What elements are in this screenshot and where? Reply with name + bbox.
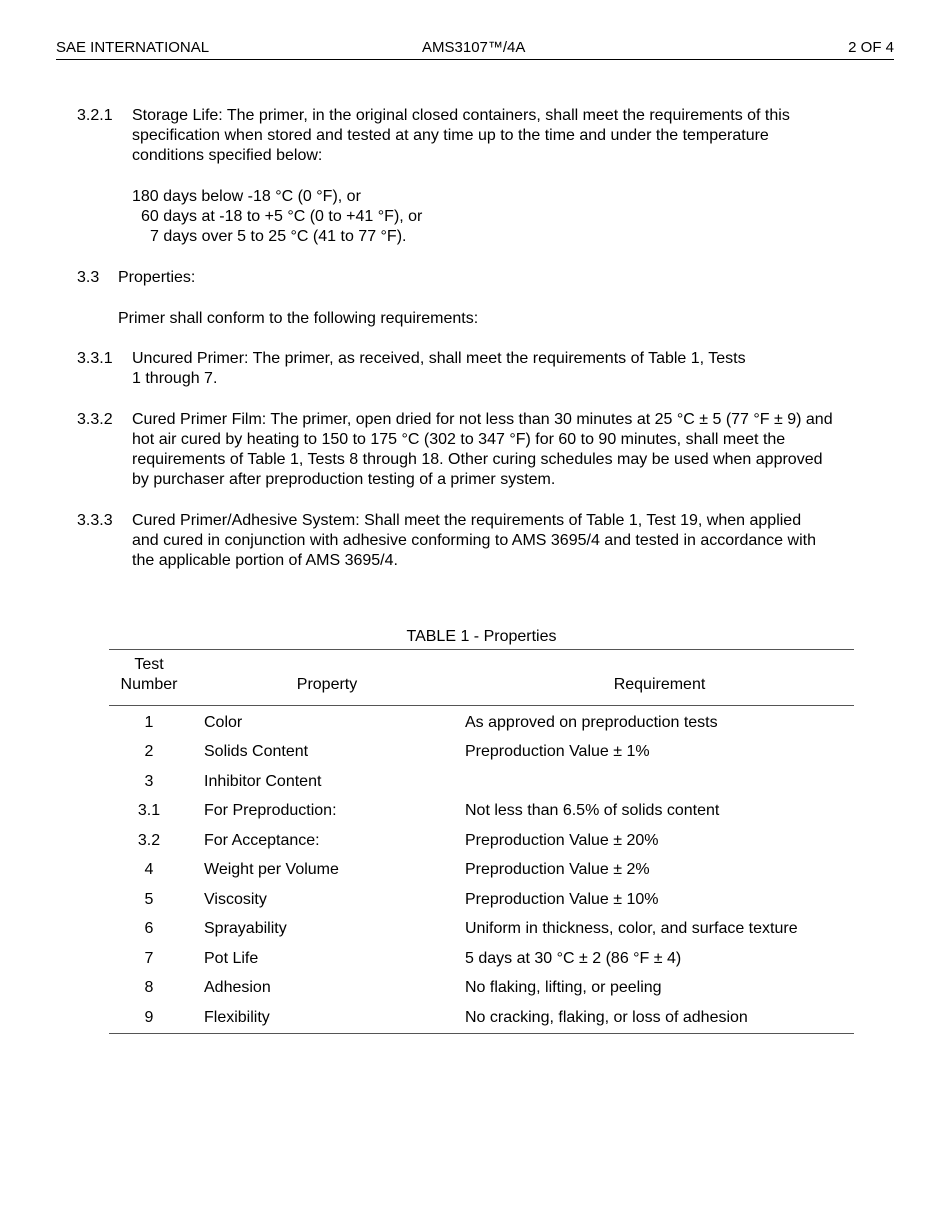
property-cell: Solids Content — [204, 743, 309, 761]
header-test-number: Test Number — [109, 650, 189, 706]
requirement-cell: No flaking, lifting, or peeling — [465, 979, 662, 997]
text-line: Uncured Primer: The primer, as received, shall meet the requirements of Table 1, Tests — [132, 350, 746, 367]
table-row — [109, 856, 854, 886]
requirement-cell: 5 days at 30 °C ± 2 (86 °F ± 4) — [465, 949, 682, 967]
text-line: and cured in conjunction with adhesive conforming to AMS 3695/4 and tested in accordance with — [132, 532, 816, 549]
page-header — [56, 38, 894, 60]
table-row — [109, 797, 854, 827]
table-row — [109, 826, 854, 856]
section-number: 3.3.3 — [77, 512, 113, 529]
test-number-cell: 5 — [144, 890, 154, 908]
test-number-cell: 7 — [144, 949, 154, 967]
property-cell: Sprayability — [204, 920, 287, 938]
test-number-cell: 4 — [144, 861, 154, 879]
test-number-cell: 3 — [144, 772, 154, 790]
requirement-cell — [465, 767, 854, 797]
requirement-cell: No cracking, flaking, or loss of adhesion — [465, 1003, 854, 1033]
table-header-row — [109, 650, 854, 706]
text-line: Storage Life: The primer, in the original closed containers, shall meet the requirements of this — [132, 107, 790, 124]
table-title: TABLE 1 - Properties — [406, 628, 557, 645]
test-number-cell: 3.1 — [137, 802, 161, 820]
requirement-cell: Preproduction Value ± 1% — [465, 743, 650, 761]
table-row — [109, 1003, 854, 1033]
header-requirement: Requirement — [465, 650, 854, 706]
section-text — [132, 106, 877, 166]
text-line: specification when stored and tested at any time up to the time and under the temperature — [132, 127, 769, 144]
text-line: 1 through 7. — [132, 370, 218, 387]
requirement-cell: Not less than 6.5% of solids content — [465, 802, 720, 820]
property-cell: Inhibitor Content — [204, 772, 322, 790]
header-organization: SAE INTERNATIONAL — [56, 39, 210, 56]
table-row — [109, 738, 854, 768]
text-line: hot air cured by heating to 150 to 175 °C (302 to 347 °F) for 60 to 90 minutes, shall meet the — [132, 431, 786, 448]
text-line: Cured Primer/Adhesive System: Shall meet the requirements of Table 1, Test 19, when applied — [132, 512, 802, 529]
header-property: Property — [189, 650, 465, 706]
property-cell: Color — [204, 713, 243, 731]
requirement-cell: As approved on preproduction tests — [465, 713, 718, 731]
test-number-cell: 2 — [144, 743, 154, 761]
condition-line: 60 days at -18 to +5 °C (0 to +41 °F), or — [141, 208, 423, 225]
section-number: 3.3.1 — [77, 350, 113, 367]
requirement-cell: Preproduction Value ± 20% — [465, 831, 659, 849]
table-row — [109, 944, 854, 974]
test-number-cell: 6 — [144, 920, 154, 938]
condition-line: 180 days below -18 °C (0 °F), or — [132, 188, 361, 205]
condition-line: 7 days over 5 to 25 °C (41 to 77 °F). — [150, 228, 407, 245]
section-title: Properties: — [118, 269, 196, 286]
test-number-cell: 9 — [109, 1003, 189, 1033]
text-line: Cured Primer Film: The primer, open dried for not less than 30 minutes at 25 °C ± 5 (77 °F ± 9) and — [132, 411, 833, 428]
property-cell: Adhesion — [204, 979, 271, 997]
property-cell: For Acceptance: — [204, 831, 320, 849]
property-cell: Weight per Volume — [204, 861, 339, 879]
text-line: requirements of Table 1, Tests 8 through 18. Other curing schedules may be used when approved — [132, 451, 823, 468]
section-number: 3.2.1 — [77, 107, 113, 124]
header-page-number: 2 OF 4 — [848, 39, 894, 56]
test-number-cell: 3.2 — [137, 831, 161, 849]
requirement-cell: Preproduction Value ± 10% — [465, 890, 659, 908]
section-number: 3.3 — [77, 269, 100, 286]
requirement-cell: Uniform in thickness, color, and surface texture — [465, 920, 798, 938]
property-cell: Pot Life — [204, 949, 259, 967]
properties-table — [109, 649, 854, 1034]
test-number-cell: 1 — [144, 713, 154, 731]
header-document-id: AMS3107™/4A — [422, 39, 526, 56]
property-cell: Viscosity — [204, 890, 267, 908]
property-cell: For Preproduction: — [204, 802, 337, 820]
section-number: 3.3.2 — [77, 411, 113, 428]
table-row — [109, 885, 854, 915]
table-row — [109, 706, 854, 738]
test-number-cell: 8 — [144, 979, 154, 997]
text-line: the applicable portion of AMS 3695/4. — [132, 552, 398, 569]
section-intro: Primer shall conform to the following requirements: — [118, 310, 479, 327]
requirement-cell: Preproduction Value ± 2% — [465, 861, 650, 879]
property-cell: Flexibility — [189, 1003, 465, 1033]
table-row — [109, 974, 854, 1004]
table-row — [109, 915, 854, 945]
text-line: conditions specified below: — [132, 147, 323, 164]
table-row — [109, 767, 854, 797]
text-line: by purchaser after preproduction testing of a primer system. — [132, 471, 556, 488]
